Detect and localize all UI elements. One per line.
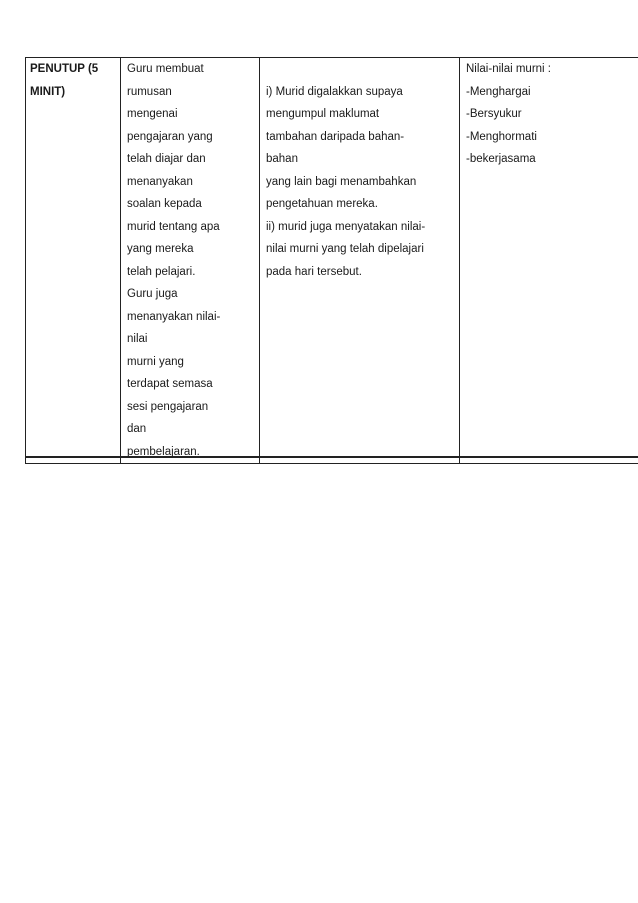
- table-row-penutup: [26, 58, 638, 464]
- stage-title-line: MINIT): [30, 85, 66, 98]
- values-heading: Nilai-nilai murni :: [466, 63, 551, 75]
- student-activity-line: bahan: [266, 153, 298, 165]
- table-bottom-rule: [25, 456, 638, 458]
- teacher-activity-line: yang mereka: [127, 243, 194, 255]
- teacher-activity-line: pembelajaran.: [127, 445, 200, 458]
- teacher-activity-line: telah pelajari.: [127, 265, 196, 278]
- teacher-activity-line: telah diajar dan: [127, 153, 206, 165]
- student-activity-line: pengetahuan mereka.: [266, 198, 378, 210]
- teacher-activity-line: Guru juga: [127, 288, 178, 300]
- stage-cell: [26, 58, 121, 464]
- teacher-activity-line: murni yang: [127, 355, 184, 368]
- values-item: -bekerjasama: [466, 153, 536, 165]
- teacher-activity-line: pengajaran yang: [127, 130, 213, 143]
- teacher-activity-cell: [121, 58, 260, 464]
- student-activity-line: pada hari tersebut.: [266, 265, 362, 278]
- teacher-activity-line: rumusan: [127, 85, 172, 98]
- student-activity-line: tambahan daripada bahan-: [266, 130, 405, 143]
- values-cell: [460, 58, 638, 464]
- teacher-activity-line: Guru membuat: [127, 63, 204, 75]
- teacher-activity-line: dan: [127, 423, 147, 435]
- teacher-activity-line: murid tentang apa: [127, 220, 220, 233]
- values-item: -Bersyukur: [466, 108, 522, 120]
- values-item: -Menghargai: [466, 85, 531, 98]
- student-activity-line: i) Murid digalakkan supaya: [266, 85, 403, 98]
- student-activity-cell: [260, 58, 460, 464]
- lesson-plan-table: [25, 57, 638, 464]
- stage-title-line: PENUTUP (5: [30, 63, 99, 75]
- teacher-activity-line: nilai: [127, 333, 148, 345]
- teacher-activity-line: sesi pengajaran: [127, 400, 209, 413]
- teacher-activity-line: menanyakan: [127, 175, 193, 188]
- teacher-activity-line: mengenai: [127, 108, 178, 120]
- student-activity-line: nilai murni yang telah dipelajari: [266, 243, 424, 255]
- teacher-activity-line: soalan kepada: [127, 198, 202, 210]
- teacher-activity-line: menanyakan nilai-: [127, 310, 221, 323]
- student-activity-line: mengumpul maklumat: [266, 108, 380, 120]
- values-item: -Menghormati: [466, 130, 537, 143]
- student-activity-line: ii) murid juga menyatakan nilai-: [266, 220, 426, 233]
- student-activity-line: yang lain bagi menambahkan: [266, 175, 417, 188]
- teacher-activity-line: terdapat semasa: [127, 378, 213, 390]
- blank-line: [266, 58, 455, 81]
